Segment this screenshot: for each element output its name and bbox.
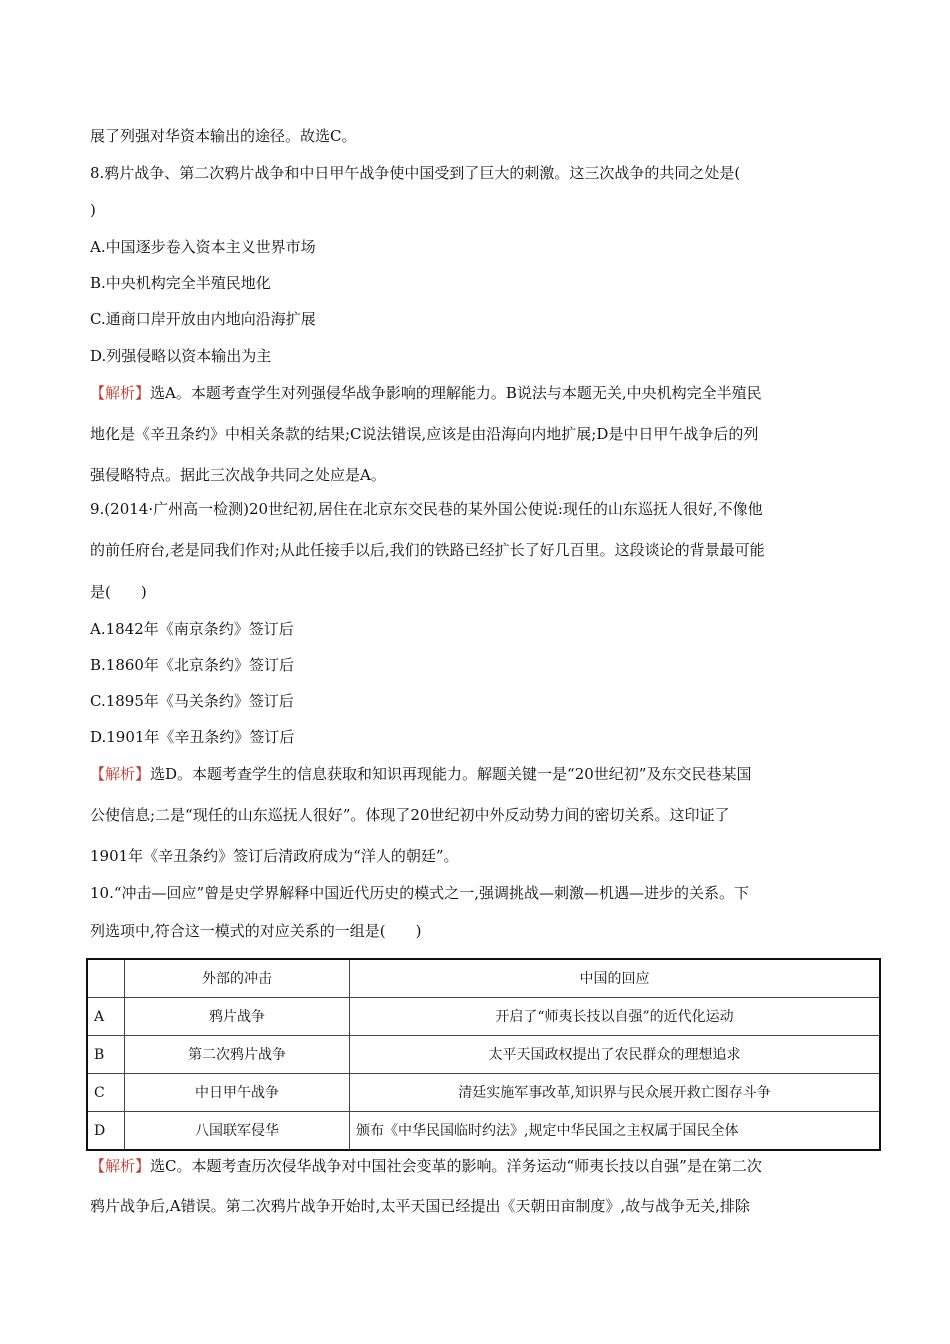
question-9-stem: 9.(2014·广州高一检测)20世纪初,居住在北京东交民巷的某外国公使说:现任的山东巡抚人很好,不像他 [90,500,763,518]
table-row [87,1036,880,1074]
text-line: 1901年《辛丑条约》签订后清政府成为“洋人的朝廷”。 [90,847,459,865]
table-header-cell: 中国的回应 [350,959,881,998]
text-line: 是( ) [90,583,147,601]
question-8-option-a: A.中国逐步卷入资本主义世界市场 [90,238,316,256]
text-line: 强侵略特点。据此三次战争共同之处应是A。 [90,466,386,484]
question-9-option-b: B.1860年《北京条约》签订后 [90,656,294,674]
question-9-option-d: D.1901年《辛丑条约》签订后 [90,728,295,746]
question-8-stem: 8.鸦片战争、第二次鸦片战争和中日甲午战争使中国受到了巨大的刺激。这三次战争的共同之处是( [90,164,741,182]
question-10-stem: 10.“冲击—回应”曾是史学界解释中国近代历史的模式之一,强调挑战—刺激—机遇—进步的关系。下 [90,884,749,902]
table-row [87,998,880,1036]
analysis-tag: 【解析】 [90,384,151,402]
question-8-option-c: C.通商口岸开放由内地向沿海扩展 [90,310,316,328]
table-cell: 清廷实施军事改革,知识界与民众展开救亡图存斗争 [350,1074,881,1112]
question-8-option-b: B.中央机构完全半殖民地化 [90,274,271,292]
table-cell: 第二次鸦片战争 [125,1036,350,1074]
table-cell: 中日甲午战争 [125,1074,350,1112]
question-10-analysis [90,1156,762,1176]
question-9-option-a: A.1842年《南京条约》签订后 [90,620,294,638]
table-cell: 开启了“师夷长技以自强”的近代化运动 [350,998,881,1036]
table-row [87,1074,880,1112]
question-8-stem-end: ) [90,201,96,219]
analysis-text: 选A。本题考查学生对列强侵华战争影响的理解能力。B说法与本题无关,中央机构完全半殖民 [150,384,762,402]
table-header-cell: 外部的冲击 [125,959,350,998]
options-table [86,958,881,1151]
question-8-option-d: D.列强侵略以资本输出为主 [90,347,272,365]
table-cell: A [87,998,125,1036]
text-line: 地化是《辛丑条约》中相关条款的结果;C说法错误,应该是由沿海向内地扩展;D是中日甲午战争后的列 [90,425,759,443]
question-8-analysis [90,383,762,403]
text-line: 的前任府台,老是同我们作对;从此任接手以后,我们的铁路已经扩长了好几百里。这段谈论的背景最可能 [90,541,765,559]
table-cell: 颁布《中华民国临时约法》,规定中华民国之主权属于国民全体 [350,1112,881,1151]
question-9-option-c: C.1895年《马关条约》签订后 [90,692,294,710]
table-header-row [87,959,880,998]
analysis-tag: 【解析】 [90,765,151,783]
table-cell: 太平天国政权提出了农民群众的理想追求 [350,1036,881,1074]
analysis-text: 选C。本题考查历次侵华战争对中国社会变革的影响。洋务运动“师夷长技以自强”是在第二次 [150,1157,762,1175]
text-line: 展了列强对华资本输出的途径。故选C。 [90,127,357,145]
table-header-cell [87,959,125,998]
analysis-text: 选D。本题考查学生的信息获取和知识再现能力。解题关键一是“20世纪初”及东交民巷某国 [150,765,752,783]
table-cell: 鸦片战争 [125,998,350,1036]
question-9-analysis [90,764,751,784]
table-cell: C [87,1074,125,1112]
text-line: 鸦片战争后,A错误。第二次鸦片战争开始时,太平天国已经提出《天朝田亩制度》,故与战争无关,排除 [90,1197,750,1215]
text-line: 列选项中,符合这一模式的对应关系的一组是( ) [90,922,422,940]
table-cell: 八国联军侵华 [125,1112,350,1151]
text-line: 公使信息;二是“现任的山东巡抚人很好”。体现了20世纪初中外反动势力间的密切关系。这印证了 [90,806,730,824]
table-cell: D [87,1112,125,1151]
table-cell: B [87,1036,125,1074]
analysis-tag: 【解析】 [90,1157,151,1175]
table-row [87,1112,880,1151]
